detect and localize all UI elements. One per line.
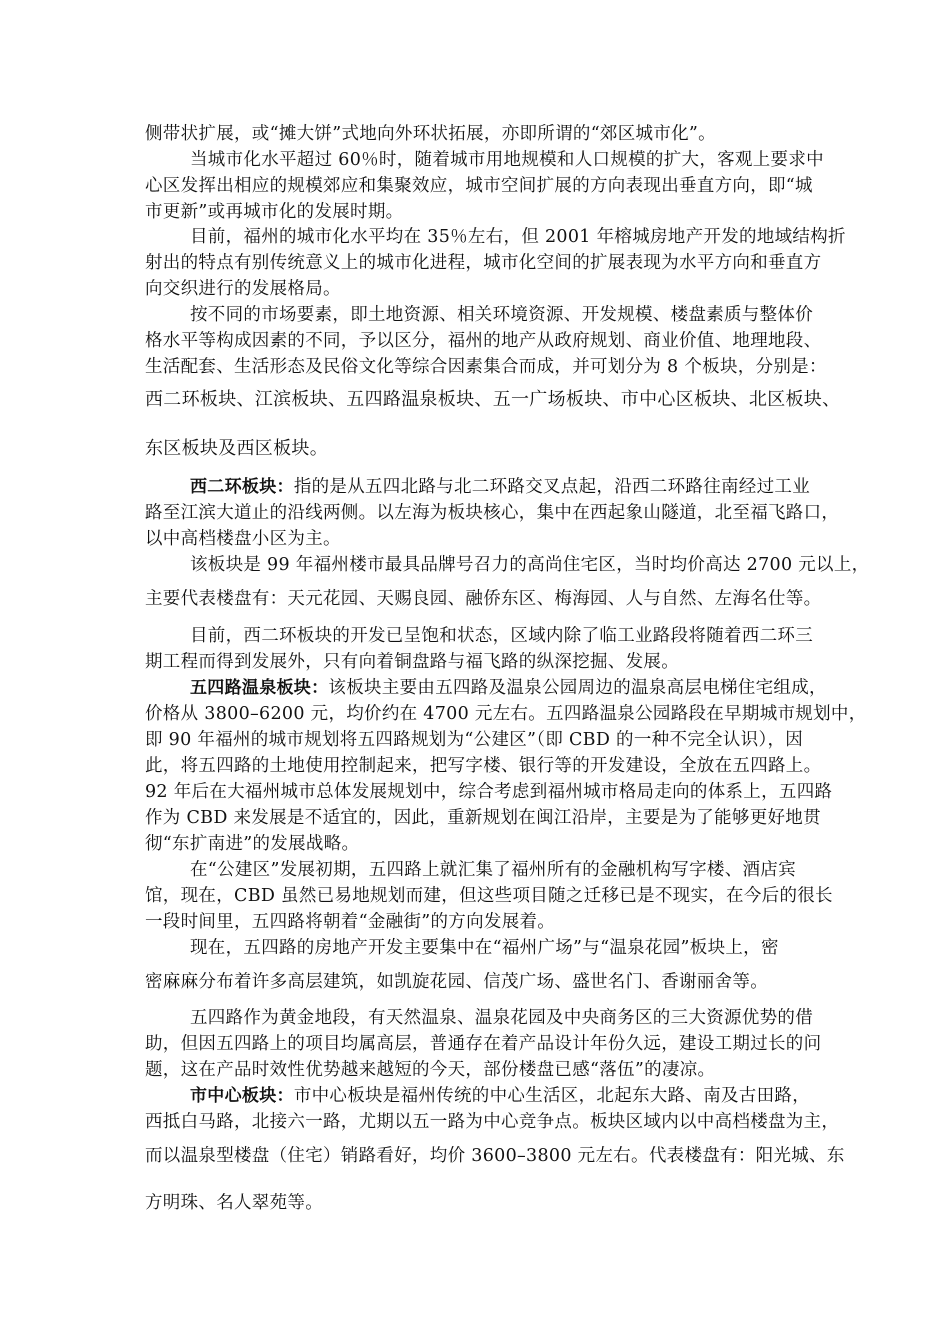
text-span: 密麻麻分布着许多高层建筑，如 xyxy=(145,972,395,992)
text-span: 等。 xyxy=(732,972,769,992)
text-span: 等。 xyxy=(785,589,822,609)
property-names: 方明珠、名人翠苑 xyxy=(145,1193,288,1213)
text-line: 该板块是 99 年福州楼市最具品牌号召力的高尚住宅区，当时均价高达 2700 元以上， xyxy=(190,555,870,575)
text-line: 作为 CBD 来发展是不适宜的，因此，重新规划在闽江沿岸，主要是为了能够更好地贯 xyxy=(145,808,821,828)
section-heading: 西二环板块： xyxy=(190,477,294,497)
text-line: 价格从 3800–6200 元，均价约在 4700 元左右。五四路温泉公园路段在早期城市规划中， xyxy=(145,704,867,724)
text-line xyxy=(145,969,768,995)
text-line: 此，将五四路的土地使用控制起来，把写字楼、银行等的开发建设，全放在五四路上。 xyxy=(145,756,822,776)
text-line: 射出的特点有别传统意义上的城市化进程，城市化空间的扩展表现为水平方向和垂直方 xyxy=(145,253,822,273)
text-line: 92 年后在大福州城市总体发展规划中，综合考虑到福州城市格局走向的体系上，五四路 xyxy=(145,782,833,802)
property-names: 天元花园、天赐良园、融侨东区、梅海园、人与自然、左海名仕 xyxy=(287,589,786,609)
text-line: 即 90 年福州的城市规划将五四路规划为“公建区”（即 CBD 的一种不完全认识），因 xyxy=(145,730,804,750)
text-line xyxy=(145,1190,323,1216)
text-line: 现在，五四路的房地产开发主要集中在“福州广场”与“温泉花园”板块上，密 xyxy=(190,938,779,958)
block-list-line: 西二环板块、江滨板块、五四路温泉板块、五一广场板块、市中心区板块、北区板块、 xyxy=(145,389,841,410)
property-names: 凯旋花园、信茂广场、盛世名门、香谢丽舍 xyxy=(394,972,733,992)
text-line: 助，但因五四路上的项目均属高层，普通存在着产品设计年份久远，建设工期过长的问 xyxy=(145,1034,822,1054)
text-line: 五四路作为黄金地段，有天然温泉、温泉花园及中央商务区的三大资源优势的借 xyxy=(190,1008,813,1028)
text-line xyxy=(145,1143,845,1169)
section-heading: 市中心板块： xyxy=(190,1086,294,1106)
text-line: 心区发挥出相应的规模郊应和集聚效应，城市空间扩展的方向表现出垂直方向，即“城 xyxy=(145,176,813,196)
text-span: 市中心板块是福州传统的中心生活区，北起东大路、南及古田路， xyxy=(293,1086,811,1106)
text-line: 目前，福州的城市化水平均在 35％左右，但 2001 年榕城房地产开发的地域结构折 xyxy=(190,227,846,247)
text-span: 该板块主要由五四路及温泉公园周边的温泉高层电梯住宅组成， xyxy=(328,678,827,698)
text-line: 期工程而得到发展外，只有向着铜盘路与福飞路的纵深挖掘、发展。 xyxy=(145,652,679,672)
text-line: 目前，西二环板块的开发已呈饱和状态，区域内除了临工业路段将随着西二环三 xyxy=(190,626,813,646)
text-line: 向交织进行的发展格局。 xyxy=(145,279,341,299)
text-line xyxy=(190,675,827,701)
text-span: 而以温泉型楼盘（住宅）销路看好，均价 3600–3800 元左右。代表楼盘有： xyxy=(145,1146,756,1166)
text-line: 路至江滨大道止的沿线两侧。以左海为板块核心，集中在西起象山隧道，北至福飞路口， xyxy=(145,503,840,523)
text-line: 一段时间里，五四路将朝着“金融街”的方向发展着。 xyxy=(145,912,556,932)
text-line: 以中高档楼盘小区为主。 xyxy=(145,529,341,549)
text-line: 彻“东扩南进”的发展战略。 xyxy=(145,834,360,854)
text-line: 西抵白马路，北接六一路，尤期以五一路为中心竞争点。板块区域内以中高档楼盘为主， xyxy=(145,1112,840,1132)
text-span: 主要代表楼盘有： xyxy=(145,589,288,609)
text-line: 生活配套、生活形态及民俗文化等综合因素集合而成，并可划分为 8 个板块，分别是： xyxy=(145,357,827,377)
text-line xyxy=(190,1083,810,1109)
text-line: 当城市化水平超过 60％时，随着城市用地规模和人口规模的扩大，客观上要求中 xyxy=(190,150,824,170)
text-span: 指的是从五四北路与北二环路交叉点起，沿西二环路往南经过工业 xyxy=(293,477,811,497)
text-line: 在“公建区”发展初期，五四路上就汇集了福州所有的金融机构写字楼、酒店宾 xyxy=(190,860,796,880)
property-names: 阳光城、东 xyxy=(755,1146,845,1166)
block-list-line: 东区板块及西区板块。 xyxy=(145,438,328,459)
text-span: 等。 xyxy=(287,1193,324,1213)
text-line: 题，这在产品时效性优势越来越短的今天，部份楼盘已感“落伍”的凄凉。 xyxy=(145,1060,716,1080)
text-line: 格水平等构成因素的不同，予以区分，福州的地产从政府规划、商业价值、地理地段、 xyxy=(145,331,822,351)
text-line: 侧带状扩展，或“摊大饼”式地向外环状拓展，亦即所谓的“郊区城市化”。 xyxy=(145,124,716,144)
text-line xyxy=(190,474,810,500)
text-line: 馆，现在，CBD 虽然已易地规划而建，但这些项目随之迁移已是不现实，在今后的很长 xyxy=(145,886,833,906)
text-line xyxy=(145,586,821,612)
section-heading: 五四路温泉板块： xyxy=(190,678,329,698)
text-line: 按不同的市场要素，即土地资源、相关环境资源、开发规模、楼盘素质与整体价 xyxy=(190,305,813,325)
text-line: 市更新”或再城市化的发展时期。 xyxy=(145,202,404,222)
